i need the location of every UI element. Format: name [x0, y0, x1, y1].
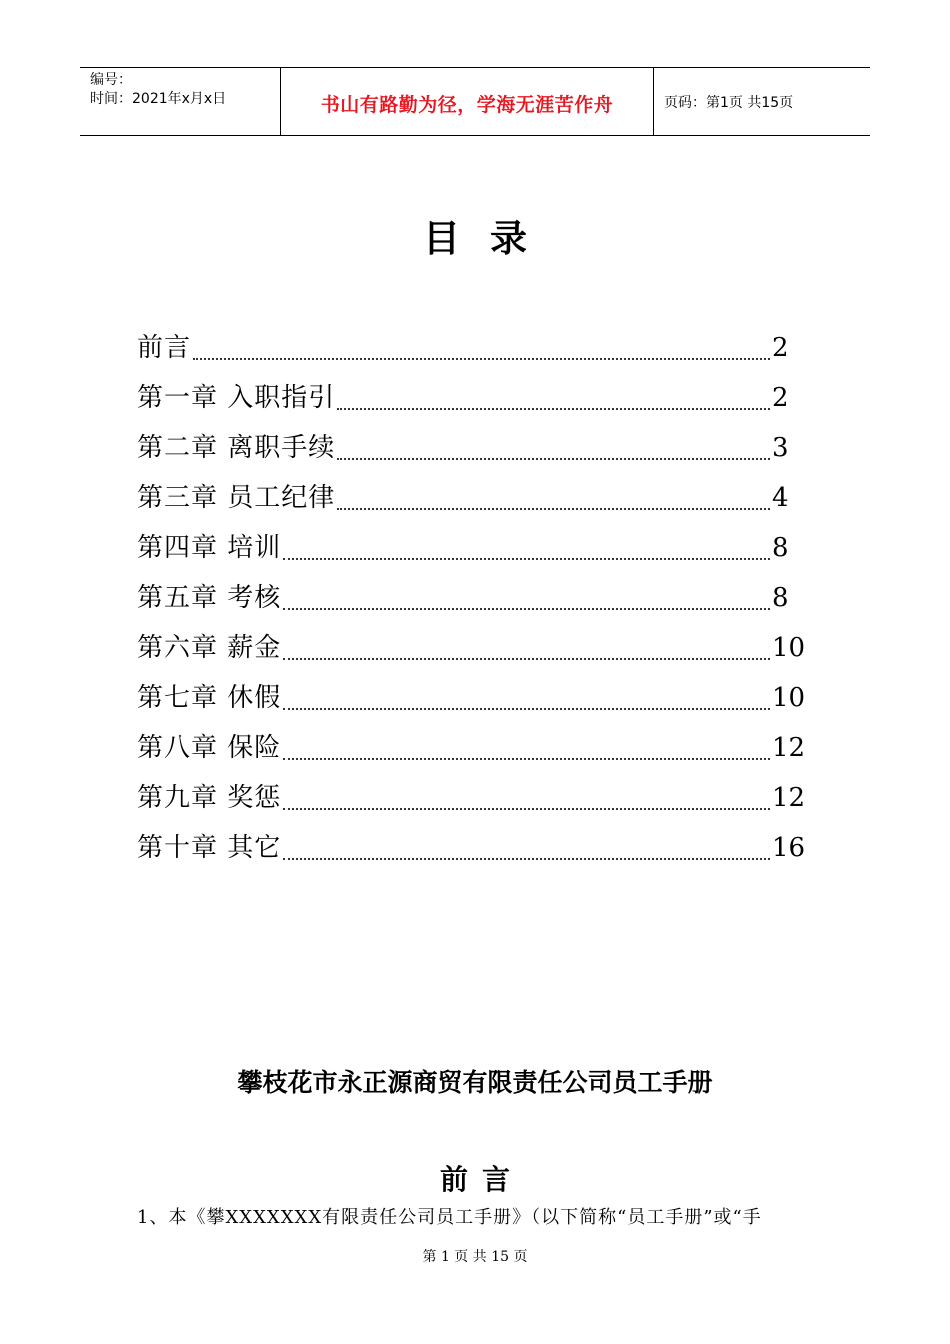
toc-item-label: 第六章 薪金	[137, 633, 282, 663]
toc-item-page: 8	[772, 583, 789, 613]
header-center-cell	[281, 68, 654, 135]
toc-item-label: 第一章 入职指引	[137, 383, 336, 413]
toc-dot-leader	[283, 808, 770, 810]
toc-dot-leader	[283, 858, 770, 860]
toc-dot-leader	[283, 758, 770, 760]
toc-item[interactable]	[137, 815, 806, 865]
toc-item[interactable]	[137, 765, 806, 815]
time-label: 时间：2021年x月x日	[90, 91, 227, 107]
toc-item[interactable]	[137, 515, 802, 565]
toc-item[interactable]	[137, 315, 802, 365]
toc-item[interactable]	[137, 465, 802, 515]
toc-item-label: 第四章 培训	[137, 533, 282, 563]
toc-dot-leader	[283, 708, 770, 710]
header-left-cell	[80, 68, 281, 135]
preface-paragraph: 1、本《攀XXXXXXX有限责任公司员工手册》（以下简称“员工手册”或“手	[137, 1207, 762, 1228]
header-motto: 书山有路勤为径，学海无涯苦作舟	[320, 94, 614, 116]
toc-item-page: 3	[772, 433, 789, 463]
toc-dot-leader	[337, 458, 770, 460]
toc-title: 目录	[423, 217, 557, 260]
toc-item-page: 8	[772, 533, 789, 563]
toc-item-label: 第五章 考核	[137, 583, 282, 613]
toc-item-label: 第七章 休假	[137, 683, 282, 713]
preface-heading: 前言	[439, 1163, 524, 1196]
company-handbook-title: 攀枝花市永正源商贸有限责任公司员工手册	[237, 1068, 713, 1097]
toc-dot-leader	[283, 608, 770, 610]
toc-dot-leader	[283, 558, 770, 560]
toc-item[interactable]	[137, 715, 806, 765]
toc-item[interactable]	[137, 365, 802, 415]
toc-item-label: 第二章 离职手续	[137, 433, 336, 463]
toc-item-label: 第三章 员工纪律	[137, 483, 336, 513]
toc-item[interactable]	[137, 565, 802, 615]
toc-dot-leader	[283, 658, 770, 660]
toc-item-label: 第八章 保险	[137, 733, 282, 763]
toc-item-page: 16	[772, 833, 806, 863]
toc-item[interactable]	[137, 665, 806, 715]
toc-item-page: 12	[772, 783, 806, 813]
table-of-contents	[137, 315, 806, 865]
toc-dot-leader	[193, 358, 770, 360]
toc-item-page: 12	[772, 733, 806, 763]
toc-item-page: 4	[772, 483, 789, 513]
toc-item-label: 第十章 其它	[137, 833, 282, 863]
toc-item[interactable]	[137, 415, 802, 465]
page-footer: 第 1 页 共 15 页	[422, 1249, 528, 1265]
header-right-cell	[654, 68, 870, 135]
toc-item[interactable]	[137, 615, 806, 665]
toc-item-label: 前言	[137, 333, 192, 363]
toc-item-page: 2	[772, 383, 789, 413]
toc-dot-leader	[337, 508, 770, 510]
serial-label: 编号：	[90, 72, 132, 88]
document-header	[80, 67, 870, 136]
toc-item-page: 10	[772, 633, 806, 663]
toc-item-page: 2	[772, 333, 789, 363]
toc-dot-leader	[337, 408, 770, 410]
header-page-info: 页码：第1页 共15页	[664, 95, 794, 111]
toc-item-label: 第九章 奖惩	[137, 783, 282, 813]
toc-item-page: 10	[772, 683, 806, 713]
